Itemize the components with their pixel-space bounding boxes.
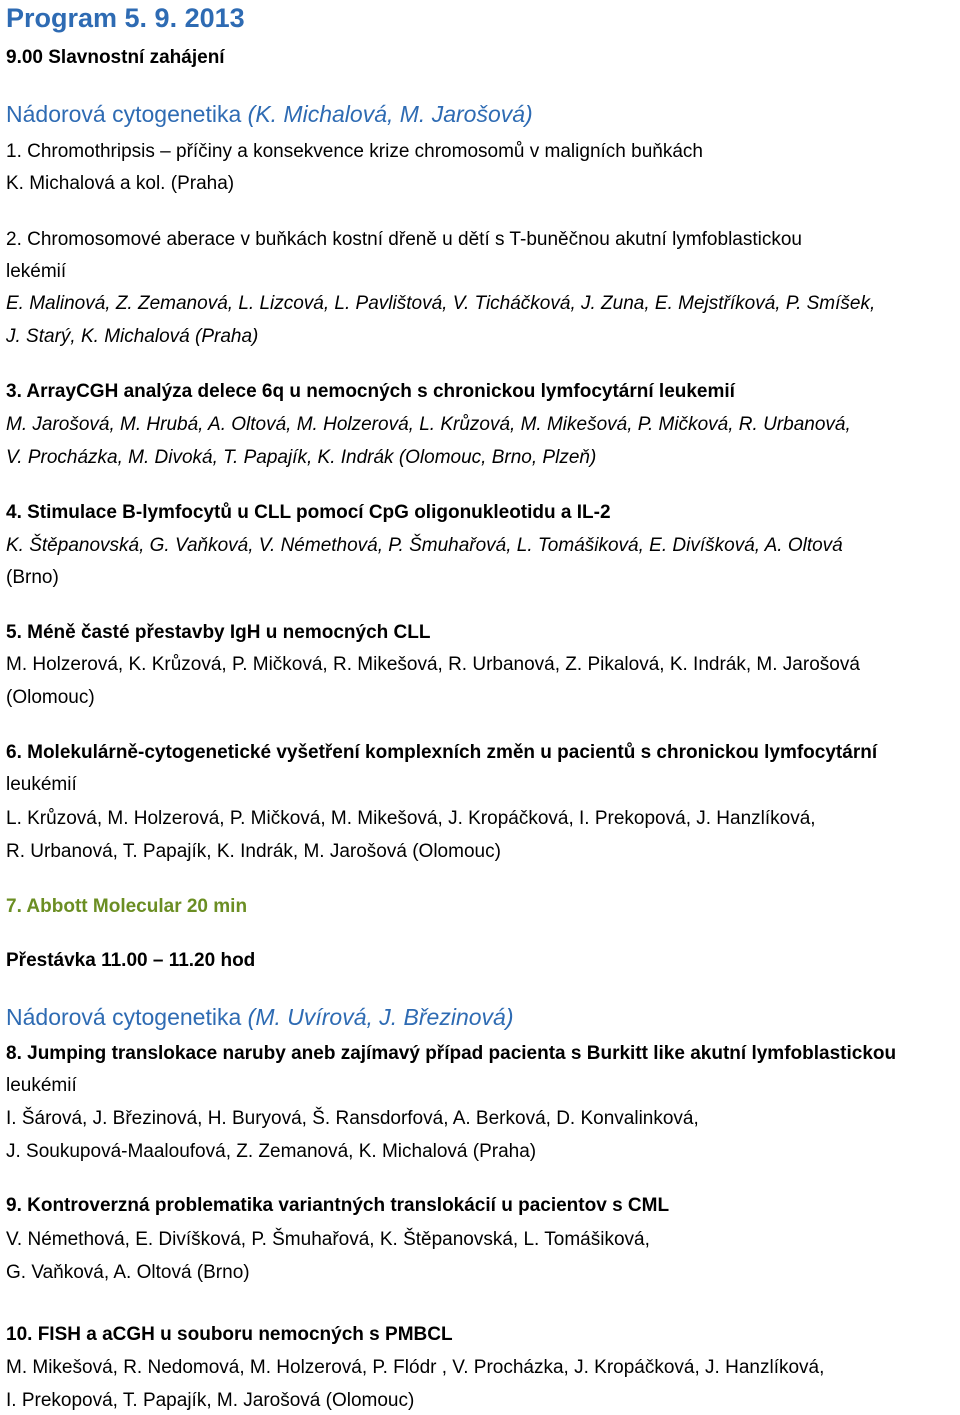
section-name: Nádorová cytogenetika bbox=[6, 101, 242, 127]
talk-6-title-cont: leukémií bbox=[6, 774, 77, 795]
talk-10-authors-cont: I. Prekopová, T. Papajík, M. Jarošová (Olomouc) bbox=[6, 1390, 415, 1411]
talk-4-title: 4. Stimulace B-lymfocytů u CLL pomocí CpG oligonukleotidu a IL-2 bbox=[6, 502, 611, 523]
talk-8-authors-cont: J. Soukupová-Maaloufová, Z. Zemanová, K. Michalová (Praha) bbox=[6, 1141, 537, 1162]
talk-9-authors-cont: G. Vaňková, A. Oltová (Brno) bbox=[6, 1262, 250, 1283]
talk-2-authors-cont: J. Starý, K. Michalová (Praha) bbox=[6, 326, 259, 347]
talk-10-title: 10. FISH a aCGH u souboru nemocných s PMBCL bbox=[6, 1324, 453, 1345]
talk-2-title: 2. Chromosomové aberace v buňkách kostní dřeně u dětí s T-buněčnou akutní lymfoblastickou bbox=[6, 229, 802, 250]
talk-4-authors-cont: (Brno) bbox=[6, 567, 59, 588]
talk-8-authors: I. Šárová, J. Březinová, H. Buryová, Š. Ransdorfová, A. Berková, D. Konvalinková, bbox=[6, 1108, 699, 1129]
talk-6-title: 6. Molekulárně-cytogenetické vyšetření komplexních změn u pacientů s chronickou lymfocytární bbox=[6, 742, 878, 763]
coffee-break: Přestávka 11.00 – 11.20 hod bbox=[6, 950, 256, 971]
talk-5-authors: M. Holzerová, K. Krůzová, P. Mičková, R. Mikešová, R. Urbanová, Z. Pikalová, K. Indrák, M. Jarošová bbox=[6, 654, 860, 675]
talk-1-title: 1. Chromothripsis – příčiny a konsekvence krize chromosomů v maligních buňkách bbox=[6, 141, 703, 162]
talk-5-title: 5. Méně časté přestavby IgH u nemocných CLL bbox=[6, 622, 431, 643]
section-name: Nádorová cytogenetika bbox=[6, 1004, 242, 1030]
talk-3-authors-cont: V. Procházka, M. Divoká, T. Papajík, K. Indrák (Olomouc, Brno, Plzeň) bbox=[6, 447, 597, 468]
section-chairs: (K. Michalová, M. Jarošová) bbox=[247, 101, 533, 127]
talk-8-title: 8. Jumping translokace naruby aneb zajímavý případ pacienta s Burkitt like akutní lymfoblastickou bbox=[6, 1043, 897, 1064]
talk-6-authors-cont: R. Urbanová, T. Papajík, K. Indrák, M. Jarošová (Olomouc) bbox=[6, 841, 501, 862]
talk-2-authors: E. Malinová, Z. Zemanová, L. Lizcová, L. Pavlištová, V. Ticháčková, J. Zuna, E. Mejstříková, P. Smíšek, bbox=[6, 293, 876, 314]
section-chairs: (M. Uvírová, J. Březinová) bbox=[247, 1004, 514, 1030]
talk-9-authors: V. Némethová, E. Divíšková, P. Šmuhařová, K. Štěpanovská, L. Tomášiková, bbox=[6, 1229, 650, 1250]
talk-8-title-cont: leukémií bbox=[6, 1075, 77, 1096]
talk-2-title-cont: lekémií bbox=[6, 261, 67, 282]
opening-ceremony: 9.00 Slavnostní zahájení bbox=[6, 47, 225, 68]
talk-10-authors: M. Mikešová, R. Nedomová, M. Holzerová, P. Flódr , V. Procházka, J. Kropáčková, J. Hanzlíková, bbox=[6, 1357, 825, 1378]
talk-4-authors: K. Štěpanovská, G. Vaňková, V. Némethová, P. Šmuhařová, L. Tomášiková, E. Divíšková, A. Oltová bbox=[6, 535, 843, 556]
talk-3-authors: M. Jarošová, M. Hrubá, A. Oltová, M. Holzerová, L. Krůzová, M. Mikešová, P. Mičková, R. Urbanová, bbox=[6, 414, 851, 435]
section-heading-2 bbox=[6, 1003, 514, 1031]
talk-9-title: 9. Kontroverzná problematika variantných translokácií u pacientov s CML bbox=[6, 1195, 670, 1216]
page-title: Program 5. 9. 2013 bbox=[6, 3, 245, 33]
talk-6-authors: L. Krůzová, M. Holzerová, P. Mičková, M. Mikešová, J. Kropáčková, I. Prekopová, J. Hanzlíková, bbox=[6, 808, 816, 829]
talk-7-sponsor: 7. Abbott Molecular 20 min bbox=[6, 896, 248, 917]
talk-5-authors-cont: (Olomouc) bbox=[6, 687, 95, 708]
section-heading-1 bbox=[6, 100, 533, 128]
talk-1-authors: K. Michalová a kol. (Praha) bbox=[6, 173, 235, 194]
talk-3-title: 3. ArrayCGH analýza delece 6q u nemocných s chronickou lymfocytární leukemií bbox=[6, 381, 735, 402]
